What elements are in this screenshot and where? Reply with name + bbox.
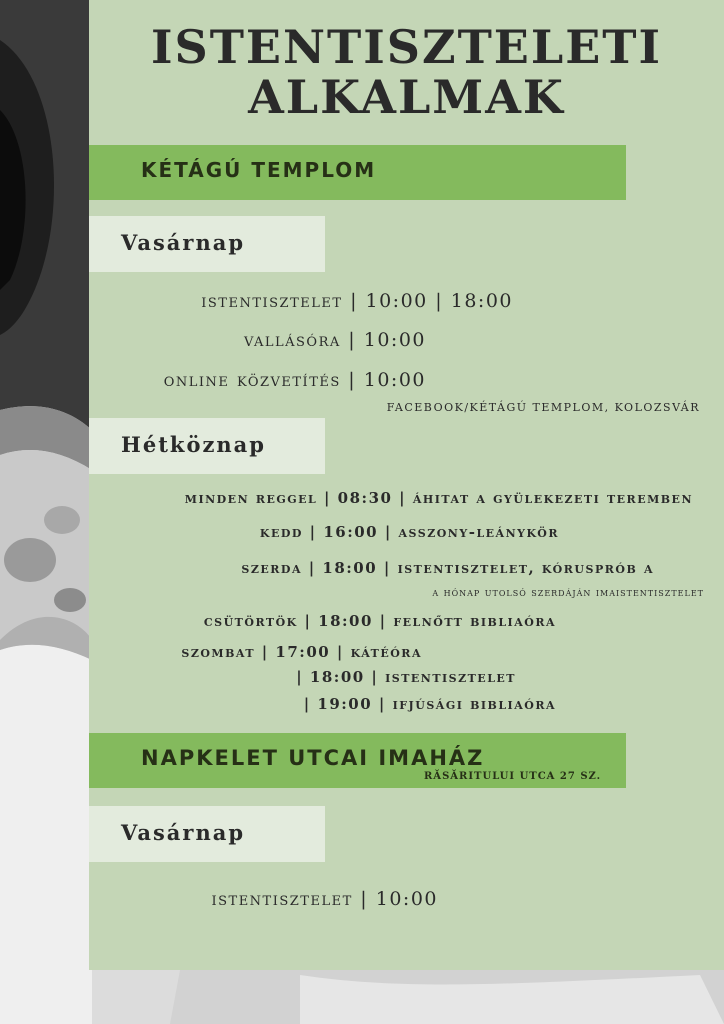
schedule-row: csütörtök | 18:00 | felnőtt bibliaóra	[203, 612, 556, 630]
day-label: Hétköznap	[121, 432, 266, 457]
title-line-2: ALKALMAK	[248, 70, 565, 124]
schedule-row: szerda | 18:00 | istentisztelet, kórusprób a	[241, 559, 654, 577]
schedule-row: vallásóra | 10:00	[243, 329, 426, 351]
schedule-row: kedd | 16:00 | asszony-leánykör	[259, 523, 559, 541]
section-header-napkelet	[89, 733, 626, 788]
day-label: Vasárnap	[121, 230, 246, 255]
section-header-ketagu	[89, 145, 626, 200]
section-title: KÉTÁGÚ TEMPLOM	[141, 158, 377, 182]
schedule-row: minden reggel | 08:30 | áhitat a gyülekezeti teremben	[184, 489, 693, 507]
schedule-row: szombat | 17:00 | kátéóra	[181, 643, 422, 661]
day-label-box-weekday	[89, 418, 325, 474]
broadcast-note: FACEBOOK/KÉTÁGÚ TEMPLOM, KOLOZSVÁR	[386, 401, 700, 414]
section-address: RĂSĂRITULUI UTCA 27 SZ.	[424, 771, 602, 782]
schedule-row: online közvetítés | 10:00	[163, 369, 426, 391]
schedule-row: istentisztelet | 10:00 | 18:00	[201, 290, 513, 312]
schedule-sub-note: a hónap utolsó szerdáján imaistentisztelet	[432, 586, 704, 599]
schedule-row: istentisztelet | 10:00	[211, 888, 438, 910]
section-title: NAPKELET UTCAI IMAHÁZ	[141, 746, 485, 770]
day-label-box-sunday-2	[89, 806, 325, 862]
day-label-box-sunday	[89, 216, 325, 272]
day-label: Vasárnap	[121, 820, 246, 845]
page-title	[89, 22, 724, 122]
schedule-row: | 19:00 | ifjúsági bibliaóra	[303, 695, 556, 713]
title-line-1: ISTENTISZTELETI	[150, 20, 663, 74]
schedule-row: | 18:00 | istentisztelet	[296, 668, 516, 686]
